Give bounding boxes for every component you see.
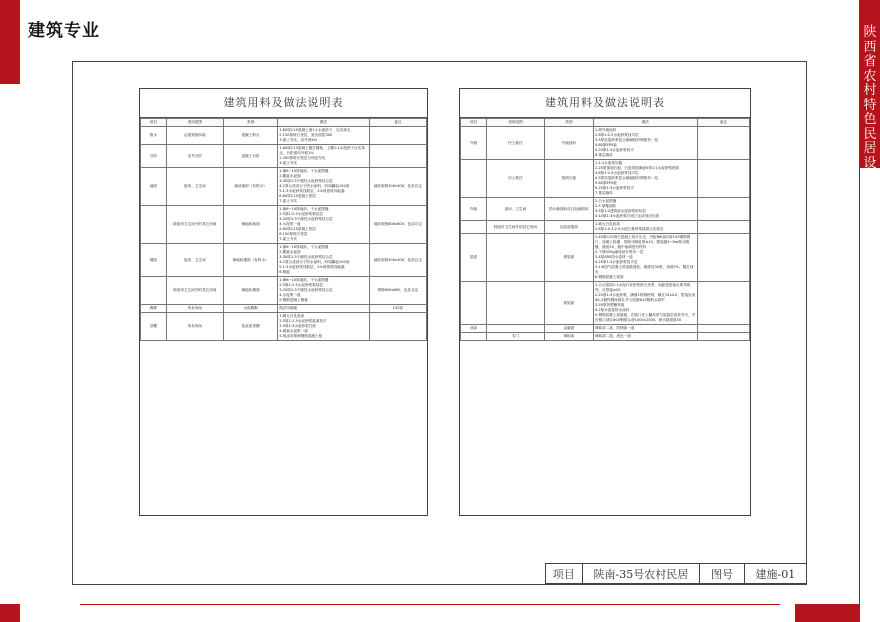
cell-scope: 厨房、卫生间 xyxy=(166,244,223,277)
table-row xyxy=(461,160,750,198)
cell-scope: 除厨房卫生间外的其它房间 xyxy=(166,277,223,305)
cell-scope: 所有房间 xyxy=(166,313,223,341)
right-spec-table xyxy=(460,118,750,341)
cell-method: 1.刷大白乳胶漆 2.6厚1:0.3:2.5水泥石膏砂浆抹面压实抹光 xyxy=(593,221,697,234)
table-row xyxy=(461,282,750,325)
cell-note xyxy=(697,325,749,333)
cell-note xyxy=(697,198,749,221)
cell-note: 地砖规格300x300，色彩自定 xyxy=(369,244,426,277)
cell-scope: 木门 xyxy=(487,333,545,341)
left-spec-sheet xyxy=(139,88,428,516)
table-row xyxy=(141,145,427,168)
table-row xyxy=(141,127,427,145)
cell-method: 调和漆二道，防锈漆一道 xyxy=(593,325,697,333)
cell-type: 铺地砖楼面（有防水） xyxy=(223,244,277,277)
cell-note xyxy=(369,145,426,168)
cell-scope: 民土做法 xyxy=(487,160,545,198)
cell-note: 地砖规格800x800，色彩自定 xyxy=(369,206,426,244)
left-table-body xyxy=(141,127,427,341)
cell-method: 做法同墙面 xyxy=(278,305,370,313)
cell-item: 顶棚 xyxy=(141,313,167,341)
cell-scope: 厨房、卫生间 xyxy=(166,168,223,206)
cell-method: 1.喷外墙涂料 2.6厚1:2.5水泥砂浆找平层 3.5厚抗裂砂浆复合耐碱玻纤网格布一层 4.60厚EPS板 5.20厚1:3水泥砂浆找平 6.基层墙体 xyxy=(593,127,697,160)
table-row xyxy=(461,325,750,333)
cell-item: 楼面 xyxy=(141,244,167,277)
cell-method: 1.白水泥擦缝 2.5 厚釉面砖 3.5厚1:2建筑胶水泥砂浆粘结层 4.10厚1:3水泥砂浆打底扫毛或划出纹道 xyxy=(593,198,697,221)
header-scope: 适用范围 xyxy=(487,119,545,127)
header-method: 做法 xyxy=(593,119,697,127)
cell-item: 台阶 xyxy=(141,145,167,168)
table-row xyxy=(141,244,427,277)
cell-scope: 室外台阶 xyxy=(166,145,223,168)
header-item: 项目 xyxy=(461,119,487,127)
title-block-item-label: 项目 xyxy=(546,564,583,583)
cell-type: 金属面 xyxy=(544,325,593,333)
cell-method: 1.铺6~10厚地砖，干水泥擦缝 2.5厚1:2.5水泥砂浆黏结层 3.20厚1:3干硬性水泥砂浆结合层 4.水泥浆一道 5.60厚C15混凝土垫层 6.150厚碎石垫层 7.素土夯实 xyxy=(278,206,370,244)
cell-note xyxy=(697,282,749,325)
cell-type: 铺地砖楼面 xyxy=(223,277,277,305)
right-table-body xyxy=(461,127,750,341)
cell-item: 踢脚 xyxy=(141,305,167,313)
cell-item xyxy=(461,160,487,198)
bottom-right-red-band xyxy=(795,604,859,622)
cell-method: 1.刷大白乳胶漆 2.5厚1:2.5水泥砂浆素面找平 3.5厚1:3水泥砂浆打底 4.刷素水泥浆一道 5.现浇或预制钢筋混凝土板 xyxy=(278,313,370,341)
cell-note xyxy=(697,160,749,198)
cell-method: 1.40厚C20细石混凝土找平压光，内配Φ6双向@150钢筋网片，涂刷上防潮、背侧分隔宽度≤10，要接缝3~6m做分隔缝，缝宽20，缝中嵌填密封材料 2.干铺350g涤纶丝纤维布一层 3.4厚SBS防水卷材一道 4.20厚1:3水泥砂浆找平层 5.1:6加气混凝土碎渣最薄处，最薄处30厚，找坡2%，随打抹光 6.钢筋混凝土屋面 xyxy=(593,234,697,282)
cell-type: 地砖地面（有防水） xyxy=(223,168,277,206)
cell-type: 乳胶漆顶棚 xyxy=(223,313,277,341)
left-spec-table xyxy=(140,118,427,341)
side-series-title: 陕西省农村特色民居设计图集 xyxy=(863,25,877,214)
table-row xyxy=(141,277,427,305)
table-row xyxy=(461,198,750,221)
header-item: 项目 xyxy=(141,119,167,127)
cell-item xyxy=(141,206,167,244)
table-header-row xyxy=(461,119,750,127)
cell-type: 水泥踢脚 xyxy=(223,305,277,313)
cell-type: 坡屋面 xyxy=(544,282,593,325)
cell-method: 1.60厚C15混凝土面1:1水泥砂子，压实抹光 2.150厚碎石垫层，宽出面层300 3.素土夯实，向外坡4% xyxy=(278,127,370,145)
cell-type: 外墙涂料 xyxy=(544,127,593,160)
cell-method: 1.铺6~10厚地砖，干水泥擦缝 2.撒素水泥面 3.30厚1:3干硬性水泥砂浆结合层 4.2厚合成高分子防水涂料，四周翻起150高 5.1:3水泥砂浆找坡层，2%坡度坡向地漏 6.60厚C15混凝土垫层 7.素土夯实 xyxy=(278,168,370,206)
cell-item xyxy=(461,221,487,234)
cell-method: 调和漆二道，底色一道 xyxy=(593,333,697,341)
table-row xyxy=(461,333,750,341)
header-type: 类别 xyxy=(544,119,593,127)
title-block-drawing-label: 图号 xyxy=(700,564,745,583)
title-block-drawing-value: 建施-01 xyxy=(755,567,796,581)
cell-scope: 沿建筑物四周 xyxy=(166,127,223,145)
table-header-row xyxy=(141,119,427,127)
cell-note xyxy=(369,313,426,341)
cell-scope: 除厨房卫生间外的其它房间 xyxy=(487,221,545,234)
title-block-item-value: 陕南-35号农村民居 xyxy=(583,564,701,583)
table-row xyxy=(461,234,750,282)
table-row xyxy=(141,305,427,313)
cell-note xyxy=(697,221,749,234)
cell-type: 混凝土散水 xyxy=(223,127,277,145)
cell-item xyxy=(141,277,167,305)
table-row xyxy=(461,127,750,160)
cell-item: 内墙 xyxy=(461,198,487,221)
bottom-left-red-band xyxy=(0,604,20,622)
cell-type: 饰面石板 xyxy=(544,160,593,198)
table-row xyxy=(461,221,750,234)
cell-scope: 所有房间 xyxy=(166,305,223,313)
cell-note: 150高 xyxy=(369,305,426,313)
right-sheet-title: 建筑用料及做法说明表 xyxy=(460,89,750,118)
cell-note: 规格800x800，色彩自定 xyxy=(369,277,426,305)
table-row xyxy=(141,313,427,341)
header-scope: 适用范围 xyxy=(166,119,223,127)
cell-type: 调和漆 xyxy=(544,333,593,341)
cell-scope xyxy=(487,234,545,282)
cell-item xyxy=(461,282,487,325)
header-note: 备注 xyxy=(697,119,749,127)
cell-method: 1.1:1水泥浆勾缝 2.25厚饰面石板，石板背面满涂5厚1:2水泥砂浆粘贴 3.6厚1:2.5水泥砂浆找平层 4.5厚抗裂砂浆复合耐碱玻纤网格布一层 5.60厚EPS板 6.20厚1:3水泥砂浆找平 7.基层墙体 xyxy=(593,160,697,198)
cell-item: 油漆 xyxy=(461,325,487,333)
bottom-rule xyxy=(80,604,780,622)
cell-type: 混凝土台阶 xyxy=(223,145,277,168)
cell-item: 散水 xyxy=(141,127,167,145)
title-block xyxy=(545,563,807,584)
section-title: 建筑专业 xyxy=(28,21,100,41)
right-spec-sheet xyxy=(459,88,751,516)
header-method: 做法 xyxy=(278,119,370,127)
cell-item: 外墙 xyxy=(461,127,487,160)
cell-item: 屋面 xyxy=(461,234,487,282)
cell-type: 防水釉面砖或白色釉面砖 xyxy=(544,198,593,221)
cell-method: 1.铺6~10厚地砖，干水泥擦缝 2.5厚1:2.5水泥砂浆黏结层 3.20厚1:3干硬性水泥砂浆结合层 4.水泥浆一道 5.钢筋混凝土楼板 xyxy=(278,277,370,305)
cell-note xyxy=(697,333,749,341)
cell-type: 铺地砖地面 xyxy=(223,206,277,244)
table-row xyxy=(141,168,427,206)
cell-type: 坡屋面 xyxy=(544,234,593,282)
cell-scope: 厨房、卫生间 xyxy=(487,198,545,221)
cell-item: 地面 xyxy=(141,168,167,206)
cell-note xyxy=(369,127,426,145)
cell-note xyxy=(697,234,749,282)
cell-note xyxy=(697,127,749,160)
cell-method: 1.合瓦屋面1:1水泥石灰砂浆卧瓦坐浆，间距按搭接压要求排列，瓦搭接≥20 2.25厚1:3水泥砂浆，满铺1厚钢丝网，顺瓦15x4.0，搭接处用Φ1.2镀锌钢丝绑扎并与屋面Φ10钢筋头绑牢 3.50厚挤塑聚苯板 4.2厚水泥基防水涂料 5.钢筋混凝土屋面板，在檐口处上翻高度与屋面层高差齐平，并在檐口部位Φ10钢筋头@1000x1000，伸出屋面厚50 xyxy=(593,282,697,325)
cell-scope xyxy=(487,325,545,333)
left-red-band xyxy=(0,0,20,84)
cell-method: 1.铺6~10厚地砖，干水泥擦缝 2.撒素水泥面 3.30厚1:3干硬性水泥砂浆结合层 4.2厚合成高分子防水涂料，四周翻起150高 5.1:3水泥砂浆找坡层，2%坡度坡向地漏 6.楼板 xyxy=(278,244,370,277)
cell-method: 1.60厚C15混凝土随打随抹，上撒1:1水泥砂子压实抹光，台阶面向外坡1% 2.300厚碎石垫层分两层夯实 3.素土夯实 xyxy=(278,145,370,168)
cell-note: 地砖规格300x300，色彩自定 xyxy=(369,168,426,206)
cell-scope xyxy=(487,282,545,325)
cell-scope: 民土做法 xyxy=(487,127,545,160)
header-type: 类别 xyxy=(223,119,277,127)
cell-scope: 除厨房卫生间外的其它房间 xyxy=(166,206,223,244)
cell-item xyxy=(461,333,487,341)
cell-type: 乳胶漆墙面 xyxy=(544,221,593,234)
left-sheet-title: 建筑用料及做法说明表 xyxy=(140,89,427,118)
header-note: 备注 xyxy=(369,119,426,127)
table-row xyxy=(141,206,427,244)
